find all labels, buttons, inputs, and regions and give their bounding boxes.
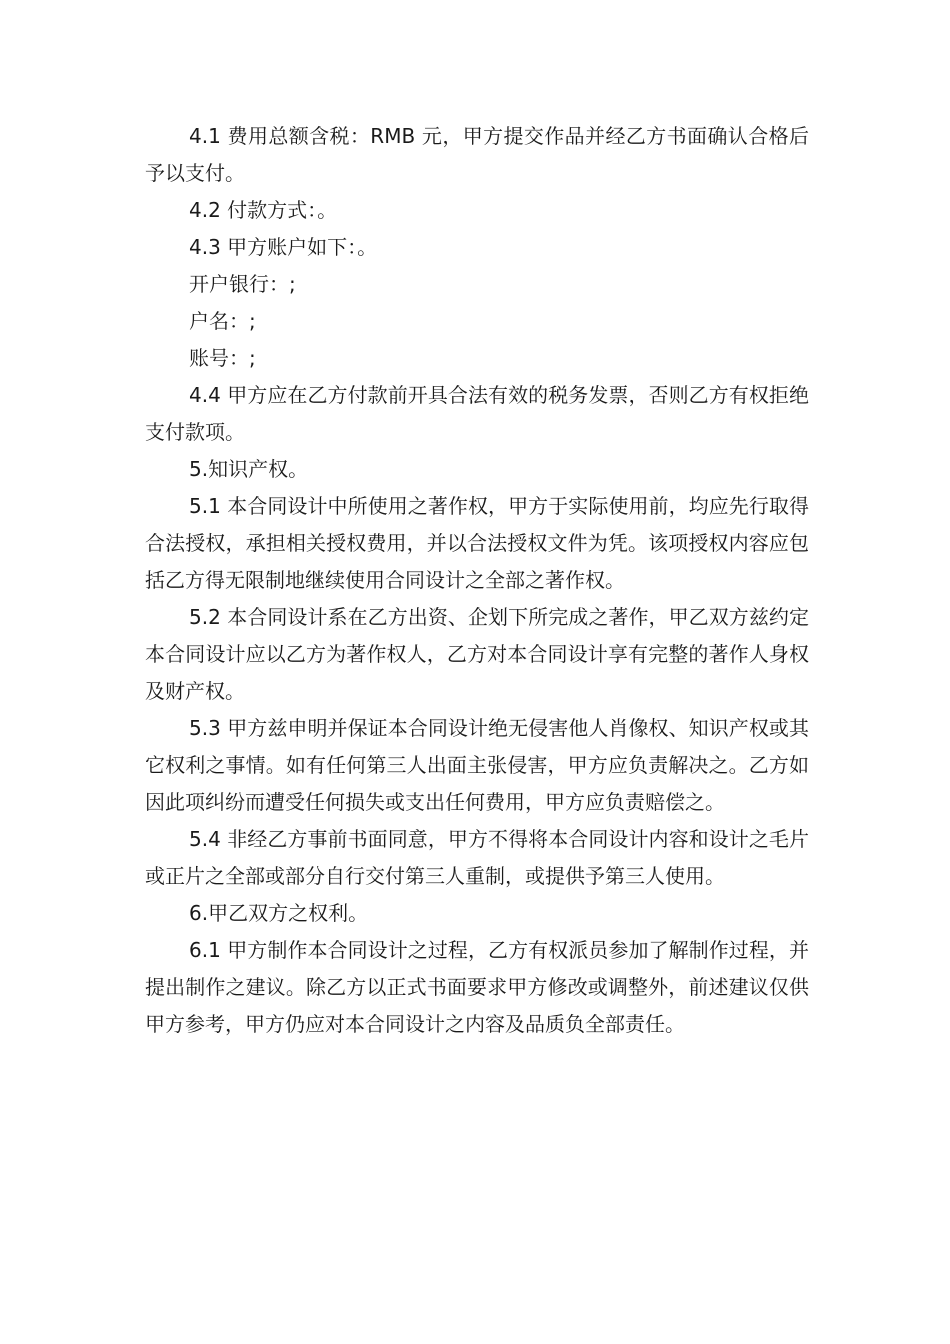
document-page: [145, 118, 809, 1043]
clause-4-3: 4.3 甲方账户如下：。: [189, 235, 378, 259]
clause-5-3: 5.3 甲方兹申明并保证本合同设计绝无侵害他人肖像权、知识产权或其它权利之事情。如有任何第三人出面主张侵害，甲方应负责解决之。乙方如因此项纠纷而遭受任何损失或支出任何费用，甲方应负责赔偿之。: [145, 716, 809, 814]
clause-5-2: 5.2 本合同设计系在乙方出资、企划下所完成之著作，甲乙双方兹约定本合同设计应以乙方为著作权人，乙方对本合同设计享有完整的著作人身权及财产权。: [145, 605, 809, 703]
clause-4-2: 4.2 付款方式：。: [189, 198, 338, 222]
clause-4-1: 4.1 费用总额含税：RMB 元，甲方提交作品并经乙方书面确认合格后予以支付。: [145, 124, 809, 185]
section-5-heading: 5.知识产权。: [189, 457, 309, 481]
account-number-line: 账号：;: [189, 346, 256, 370]
account-name-line: 户名：;: [189, 309, 256, 333]
clause-6-1: 6.1 甲方制作本合同设计之过程，乙方有权派员参加了解制作过程，并提出制作之建议。除乙方以正式书面要求甲方修改或调整外，前述建议仅供甲方参考，甲方仍应对本合同设计之内容及品质负全部责任。: [145, 938, 809, 1036]
clause-5-1: 5.1 本合同设计中所使用之著作权，甲方于实际使用前，均应先行取得合法授权，承担相关授权费用，并以合法授权文件为凭。该项授权内容应包括乙方得无限制地继续使用合同设计之全部之著作权。: [145, 494, 809, 592]
clause-5-4: 5.4 非经乙方事前书面同意，甲方不得将本合同设计内容和设计之毛片或正片之全部或部分自行交付第三人重制，或提供予第三人使用。: [145, 827, 809, 888]
bank-name-line: 开户银行：;: [189, 272, 296, 296]
clause-4-4: 4.4 甲方应在乙方付款前开具合法有效的税务发票，否则乙方有权拒绝支付款项。: [145, 383, 809, 444]
section-6-heading: 6.甲乙双方之权利。: [189, 901, 369, 925]
